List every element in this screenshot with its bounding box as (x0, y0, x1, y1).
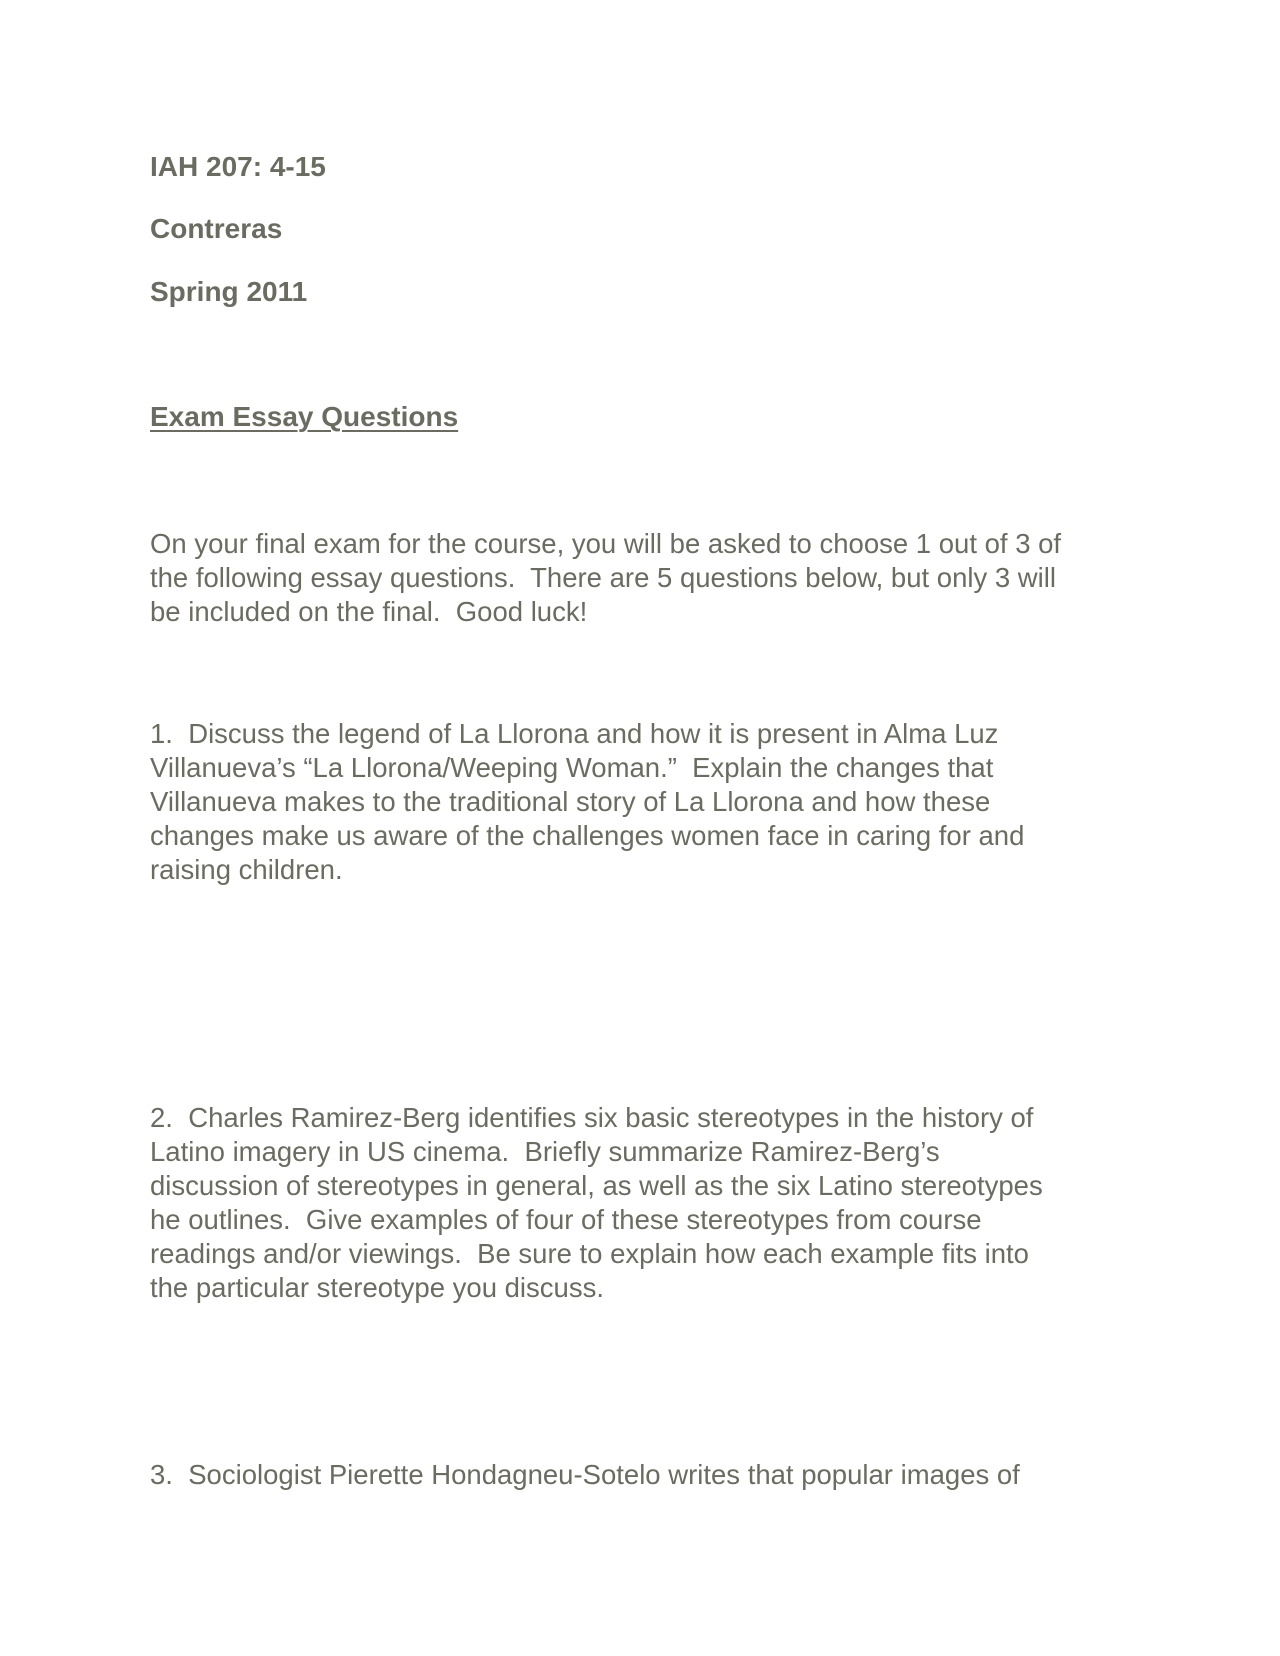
question-line: Villanueva’s “La Llorona/Weeping Woman.” Explain the changes that (150, 752, 994, 783)
question-line: 1. Discuss the legend of La Llorona and how it is present in Alma Luz (150, 718, 999, 749)
intro-line: the following essay questions. There are 5 questions below, but only 3 will (150, 562, 1056, 593)
term: Spring 2011 (150, 276, 308, 307)
question-line: he outlines. Give examples of four of these stereotypes from course (150, 1204, 982, 1235)
question-line: Villanueva makes to the traditional story of La Llorona and how these (150, 786, 991, 817)
question-line: readings and/or viewings. Be sure to explain how each example fits into (150, 1238, 1029, 1269)
question-3 (150, 1458, 1020, 1492)
course-code: IAH 207: 4-15 (150, 151, 326, 182)
intro-line: be included on the final. Good luck! (150, 596, 588, 627)
question-line: raising children. (150, 854, 343, 885)
question-line: 3. Sociologist Pierette Hondagneu-Sotelo writes that popular images of (150, 1459, 1020, 1490)
question-line: changes make us aware of the challenges women face in caring for and (150, 820, 1025, 851)
intro-paragraph (150, 527, 1061, 629)
question-line: Latino imagery in US cinema. Briefly summarize Ramirez-Berg’s (150, 1136, 940, 1167)
question-line: discussion of stereotypes in general, as well as the six Latino stereotypes (150, 1170, 1043, 1201)
question-line: 2. Charles Ramirez-Berg identifies six basic stereotypes in the history of (150, 1102, 1034, 1133)
page-title: Exam Essay Questions (150, 401, 459, 432)
question-line: the particular stereotype you discuss. (150, 1272, 604, 1303)
instructor-name: Contreras (150, 213, 283, 244)
intro-line: On your final exam for the course, you will be asked to choose 1 out of 3 of (150, 528, 1062, 559)
question-2 (150, 1101, 1043, 1305)
question-1 (150, 717, 1024, 887)
